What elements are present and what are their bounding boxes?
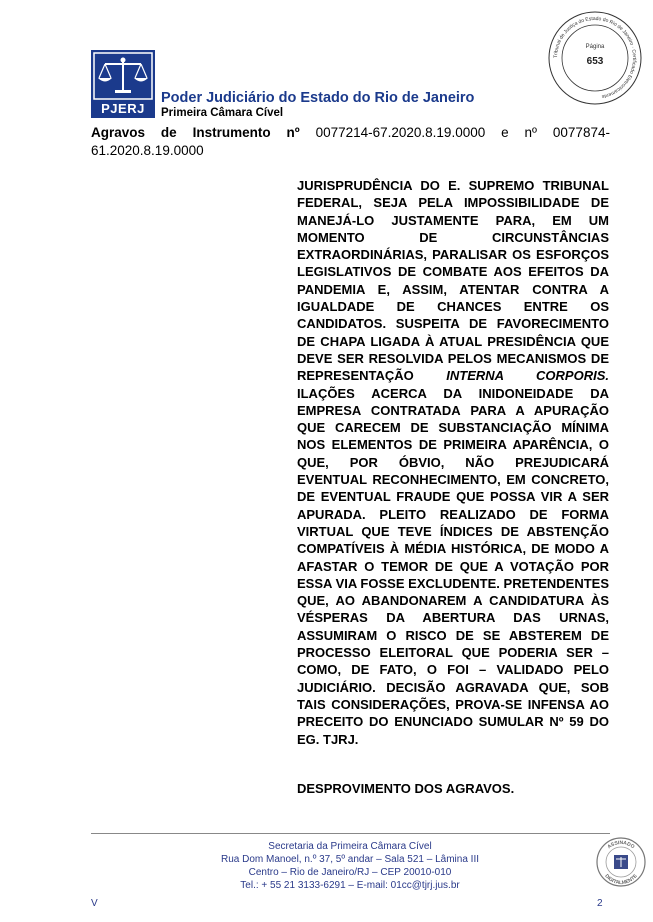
stamp-circle-text: Tribunal de Justiça do Estado do Rio de Janeiro · Certificado Eletronicamente (552, 15, 638, 100)
circular-stamp-icon (545, 8, 645, 108)
page-stamp (545, 8, 645, 108)
svg-text:DIGITALMENTE (603, 873, 639, 886)
digital-signature-icon (595, 836, 647, 888)
footer-address (150, 840, 550, 892)
case-number-line (91, 124, 610, 160)
digital-signature-stamp (595, 836, 647, 888)
stamp-page-number: 653 (586, 56, 604, 67)
ementa-italic: INTERNA CORPORIS. (446, 368, 609, 384)
court-name: Poder Judiciário do Estado do Rio de Janeiro (161, 90, 475, 106)
case-number-2: 0077874-61.2020.8.19.0000 (91, 125, 610, 158)
ementa-part-1: JURISPRUDÊNCIA DO E. SUPREMO TRIBUNAL FEDERAL, SEJA PELA IMPOSSIBILIDADE DE MANEJÁ-LO JUSTAMENTE PARA, EM UM MOMENTO DE CIRCUNSTÂNCIAS EXTRAORDINÁRIAS, PARALISAR OS ESFORÇOS LEGISLATIVOS DE COMBATE AOS EFEITOS DA PANDEMIA E, ASSIM, ATENTAR CONTRA A IGUALDADE DE CHANCES ENTRE OS CANDIDATOS. SUSPEITA DE FAVORECIMENTO DE CHAPA LIGADA À ATUAL PRESIDÊNCIA QUE DEVE SER RESOLVIDA PELOS MECANISMOS DE REPRESENTAÇÃO (297, 178, 609, 384)
signature-top-text: ASSINADO (606, 839, 636, 851)
signature-bottom-text: DIGITALMENTE (603, 873, 639, 887)
pjerj-logo (91, 50, 155, 118)
footer-left-mark: V (91, 898, 98, 909)
footer-line-2: Rua Dom Manoel, n.º 37, 5º andar – Sala 521 – Lâmina III (220, 854, 479, 865)
case-number-1: 0077214-67.2020.8.19.0000 (315, 125, 486, 140)
case-connector: e nº (501, 125, 537, 140)
footer-divider (91, 833, 610, 834)
chamber-name: Primeira Câmara Cível (161, 107, 284, 119)
footer-line-4: Tel.: + 55 21 3133-6291 – E-mail: 01cc@tjrj.jus.br (240, 880, 460, 891)
svg-text:ASSINADO (606, 840, 635, 850)
page-number: 2 (597, 898, 603, 909)
dispositivo: DESPROVIMENTO DOS AGRAVOS. (297, 781, 515, 796)
stamp-label: Página (585, 44, 605, 50)
ementa-part-2: ILAÇÕES ACERCA DA INIDONEIDADE DA EMPRESA CONTRATADA PARA A APURAÇÃO QUE CARECEM DE SUBSTANCIAÇÃO MÍNIMA NOS ELEMENTOS DE PRIMEIRA APARÊNCIA, O QUE, POR ÓBVIO, NÃO PREJUDICARÁ EVENTUAL RECONHECIMENTO, EM CONCRETO, DE EVENTUAL FRAUDE QUE POSSA VIR A SER APURADA. PLEITO REALIZADO DE FORMA VIRTUAL QUE TEVE ÍNDICES DE ABSTENÇÃO COMPATÍVEIS À MÉDIA HISTÓRICA, DE MODO A AFASTAR O TEMOR DE QUE A VOTAÇÃO POR ESSA VIA FOSSE EXCLUDENTE. PRETENDENTES QUE, AO ABANDONAREM A CANDIDATURA ÀS VÉSPERAS DA ABERTURA DAS URNAS, ASSUMIRAM O RISCO DE SE ABSTEREM DE PROCESSO ELEITORAL QUE PODERIA SER – COMO, DE FATO, O FOI – VALIDADO PELO JUDICIÁRIO. DECISÃO AGRAVADA QUE, SOB TAIS CONSIDERAÇÕES, PROVA-SE INFENSA AO PRECEITO DO ENUNCIADO SUMULAR Nº 59 DO EG. TJRJ. (297, 385, 609, 747)
ementa-text (297, 177, 609, 748)
footer-line-1: Secretaria da Primeira Câmara Cível (268, 841, 432, 852)
logo-text: PJERJ (101, 101, 145, 116)
footer-line-3: Centro – Rio de Janeiro/RJ – CEP 20010-010 (248, 867, 452, 878)
case-prefix: Agravos de Instrumento nº (91, 125, 300, 140)
